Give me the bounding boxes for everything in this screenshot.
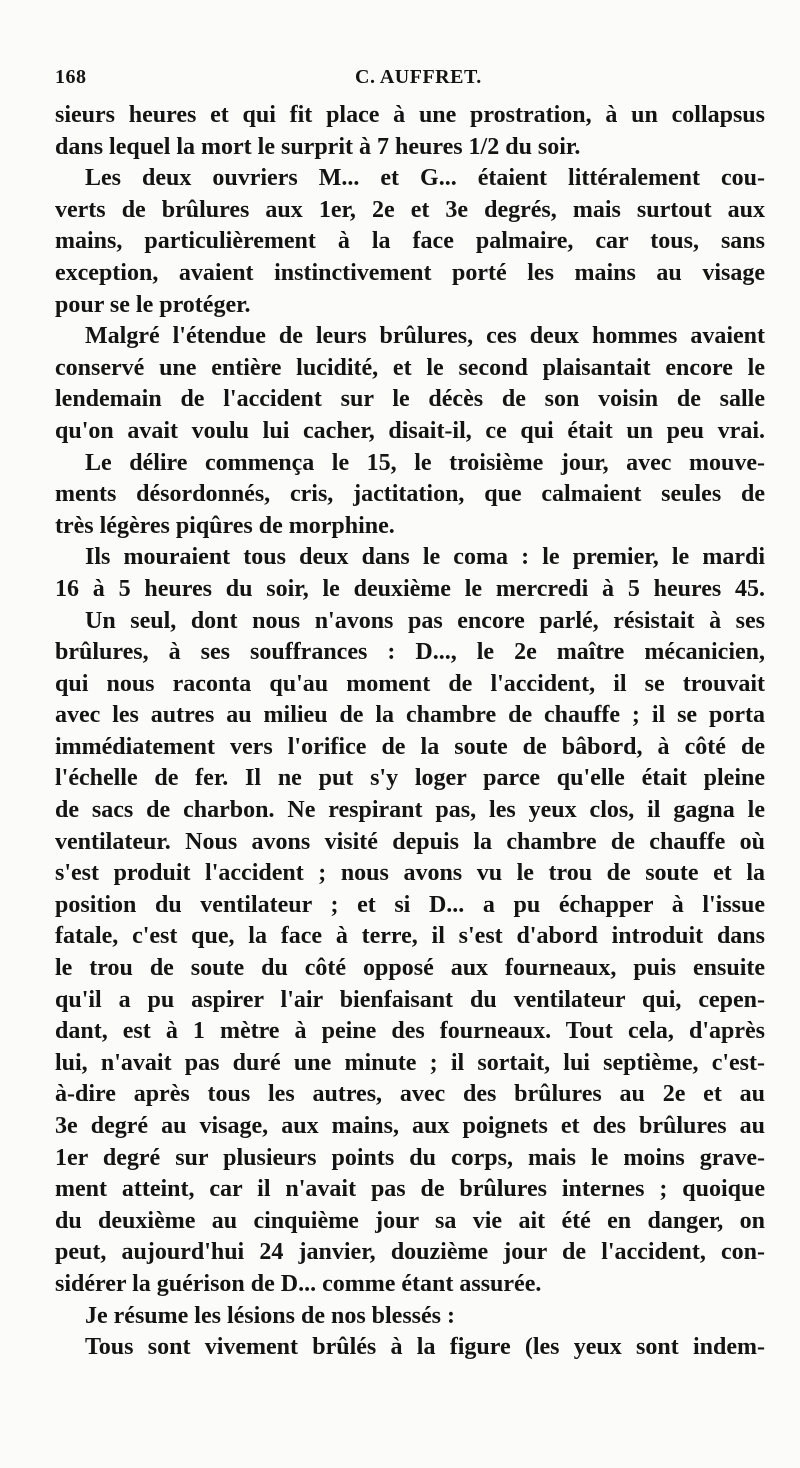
text-line: sieurs heures et qui fit place à une prostration, à un collapsus — [55, 102, 765, 128]
body-text — [55, 100, 765, 1364]
text-line: dans lequel la mort le surprit à 7 heures 1/2 du soir. — [55, 133, 581, 160]
text-line: lendemain de l'accident sur le décès de son voisin de salle — [55, 386, 765, 413]
text-line: s'est produit l'accident ; nous avons vu le trou de soute et la — [55, 860, 765, 887]
text-line: peut, aujourd'hui 24 janvier, douzième jour de l'accident, con- — [55, 1239, 765, 1266]
text-line: à-dire après tous les autres, avec des brûlures au 2e et au — [55, 1081, 765, 1108]
text-line: l'échelle de fer. Il ne put s'y loger parce qu'elle était pleine — [55, 765, 765, 792]
text-line: Un seul, dont nous n'avons pas encore parlé, résistait à ses — [85, 607, 765, 634]
text-line: sidérer la guérison de D... comme étant assurée. — [55, 1270, 542, 1297]
text-line: ments désordonnés, cris, jactitation, que calmaient seules de — [55, 481, 765, 508]
running-head — [55, 66, 765, 92]
text-line: pour se le protéger. — [55, 291, 251, 318]
text-line: conservé une entière lucidité, et le second plaisantait encore le — [55, 354, 765, 381]
text-line: ment atteint, car il n'avait pas de brûlures internes ; quoique — [55, 1176, 765, 1203]
text-line: Malgré l'étendue de leurs brûlures, ces deux hommes avaient — [85, 323, 765, 350]
text-line: qui nous raconta qu'au moment de l'accident, il se trouvait — [55, 670, 765, 697]
text-line: 3e degré au visage, aux mains, aux poignets et des brûlures au — [55, 1113, 765, 1139]
text-line: ventilateur. Nous avons visité depuis la chambre de chauffe où — [55, 828, 765, 855]
text-line: position du ventilateur ; et si D... a pu échapper à l'issue — [55, 891, 765, 918]
text-line: Je résume les lésions de nos blessés : — [85, 1302, 455, 1329]
text-line: Le délire commença le 15, le troisième jour, avec mouve- — [85, 449, 765, 476]
text-line: immédiatement vers l'orifice de la soute de bâbord, à côté de — [55, 733, 765, 760]
text-line: brûlures, à ses souffrances : D..., le 2e maître mécanicien, — [55, 639, 765, 666]
running-title: C. AUFFRET. — [355, 66, 482, 88]
text-line: 1er degré sur plusieurs points du corps, mais le moins grave- — [55, 1144, 765, 1171]
text-line: de sacs de charbon. Ne respirant pas, les yeux clos, il gagna le — [55, 797, 765, 824]
text-line: 16 à 5 heures du soir, le deuxième le mercredi à 5 heures 45. — [55, 575, 765, 602]
text-line: Tous sont vivement brûlés à la figure (les yeux sont indem- — [85, 1334, 765, 1361]
text-line: verts de brûlures aux 1er, 2e et 3e degrés, mais surtout aux — [55, 196, 765, 223]
page-number: 168 — [55, 66, 87, 88]
text-line: mains, particulièrement à la face palmaire, car tous, sans — [55, 228, 765, 255]
text-line: qu'il a pu aspirer l'air bienfaisant du ventilateur qui, cepen- — [55, 986, 765, 1013]
text-line: exception, avaient instinctivement porté les mains au visage — [55, 259, 765, 286]
text-line: qu'on avait voulu lui cacher, disait-il, ce qui était un peu vrai. — [55, 417, 765, 444]
text-line: du deuxième au cinquième jour sa vie ait été en danger, on — [55, 1207, 765, 1234]
text-line: le trou de soute du côté opposé aux fourneaux, puis ensuite — [55, 955, 765, 982]
text-line: fatale, c'est que, la face à terre, il s'est d'abord introduit dans — [55, 923, 765, 950]
text-line: lui, n'avait pas duré une minute ; il sortait, lui septième, c'est- — [55, 1049, 765, 1076]
text-line: très légères piqûres de morphine. — [55, 512, 395, 539]
text-line: Les deux ouvriers M... et G... étaient littéralement cou- — [85, 165, 765, 192]
text-line: dant, est à 1 mètre à peine des fourneaux. Tout cela, d'après — [55, 1018, 765, 1045]
text-line: avec les autres au milieu de la chambre de chauffe ; il se porta — [55, 702, 765, 729]
text-line: Ils mouraient tous deux dans le coma : le premier, le mardi — [85, 544, 765, 571]
